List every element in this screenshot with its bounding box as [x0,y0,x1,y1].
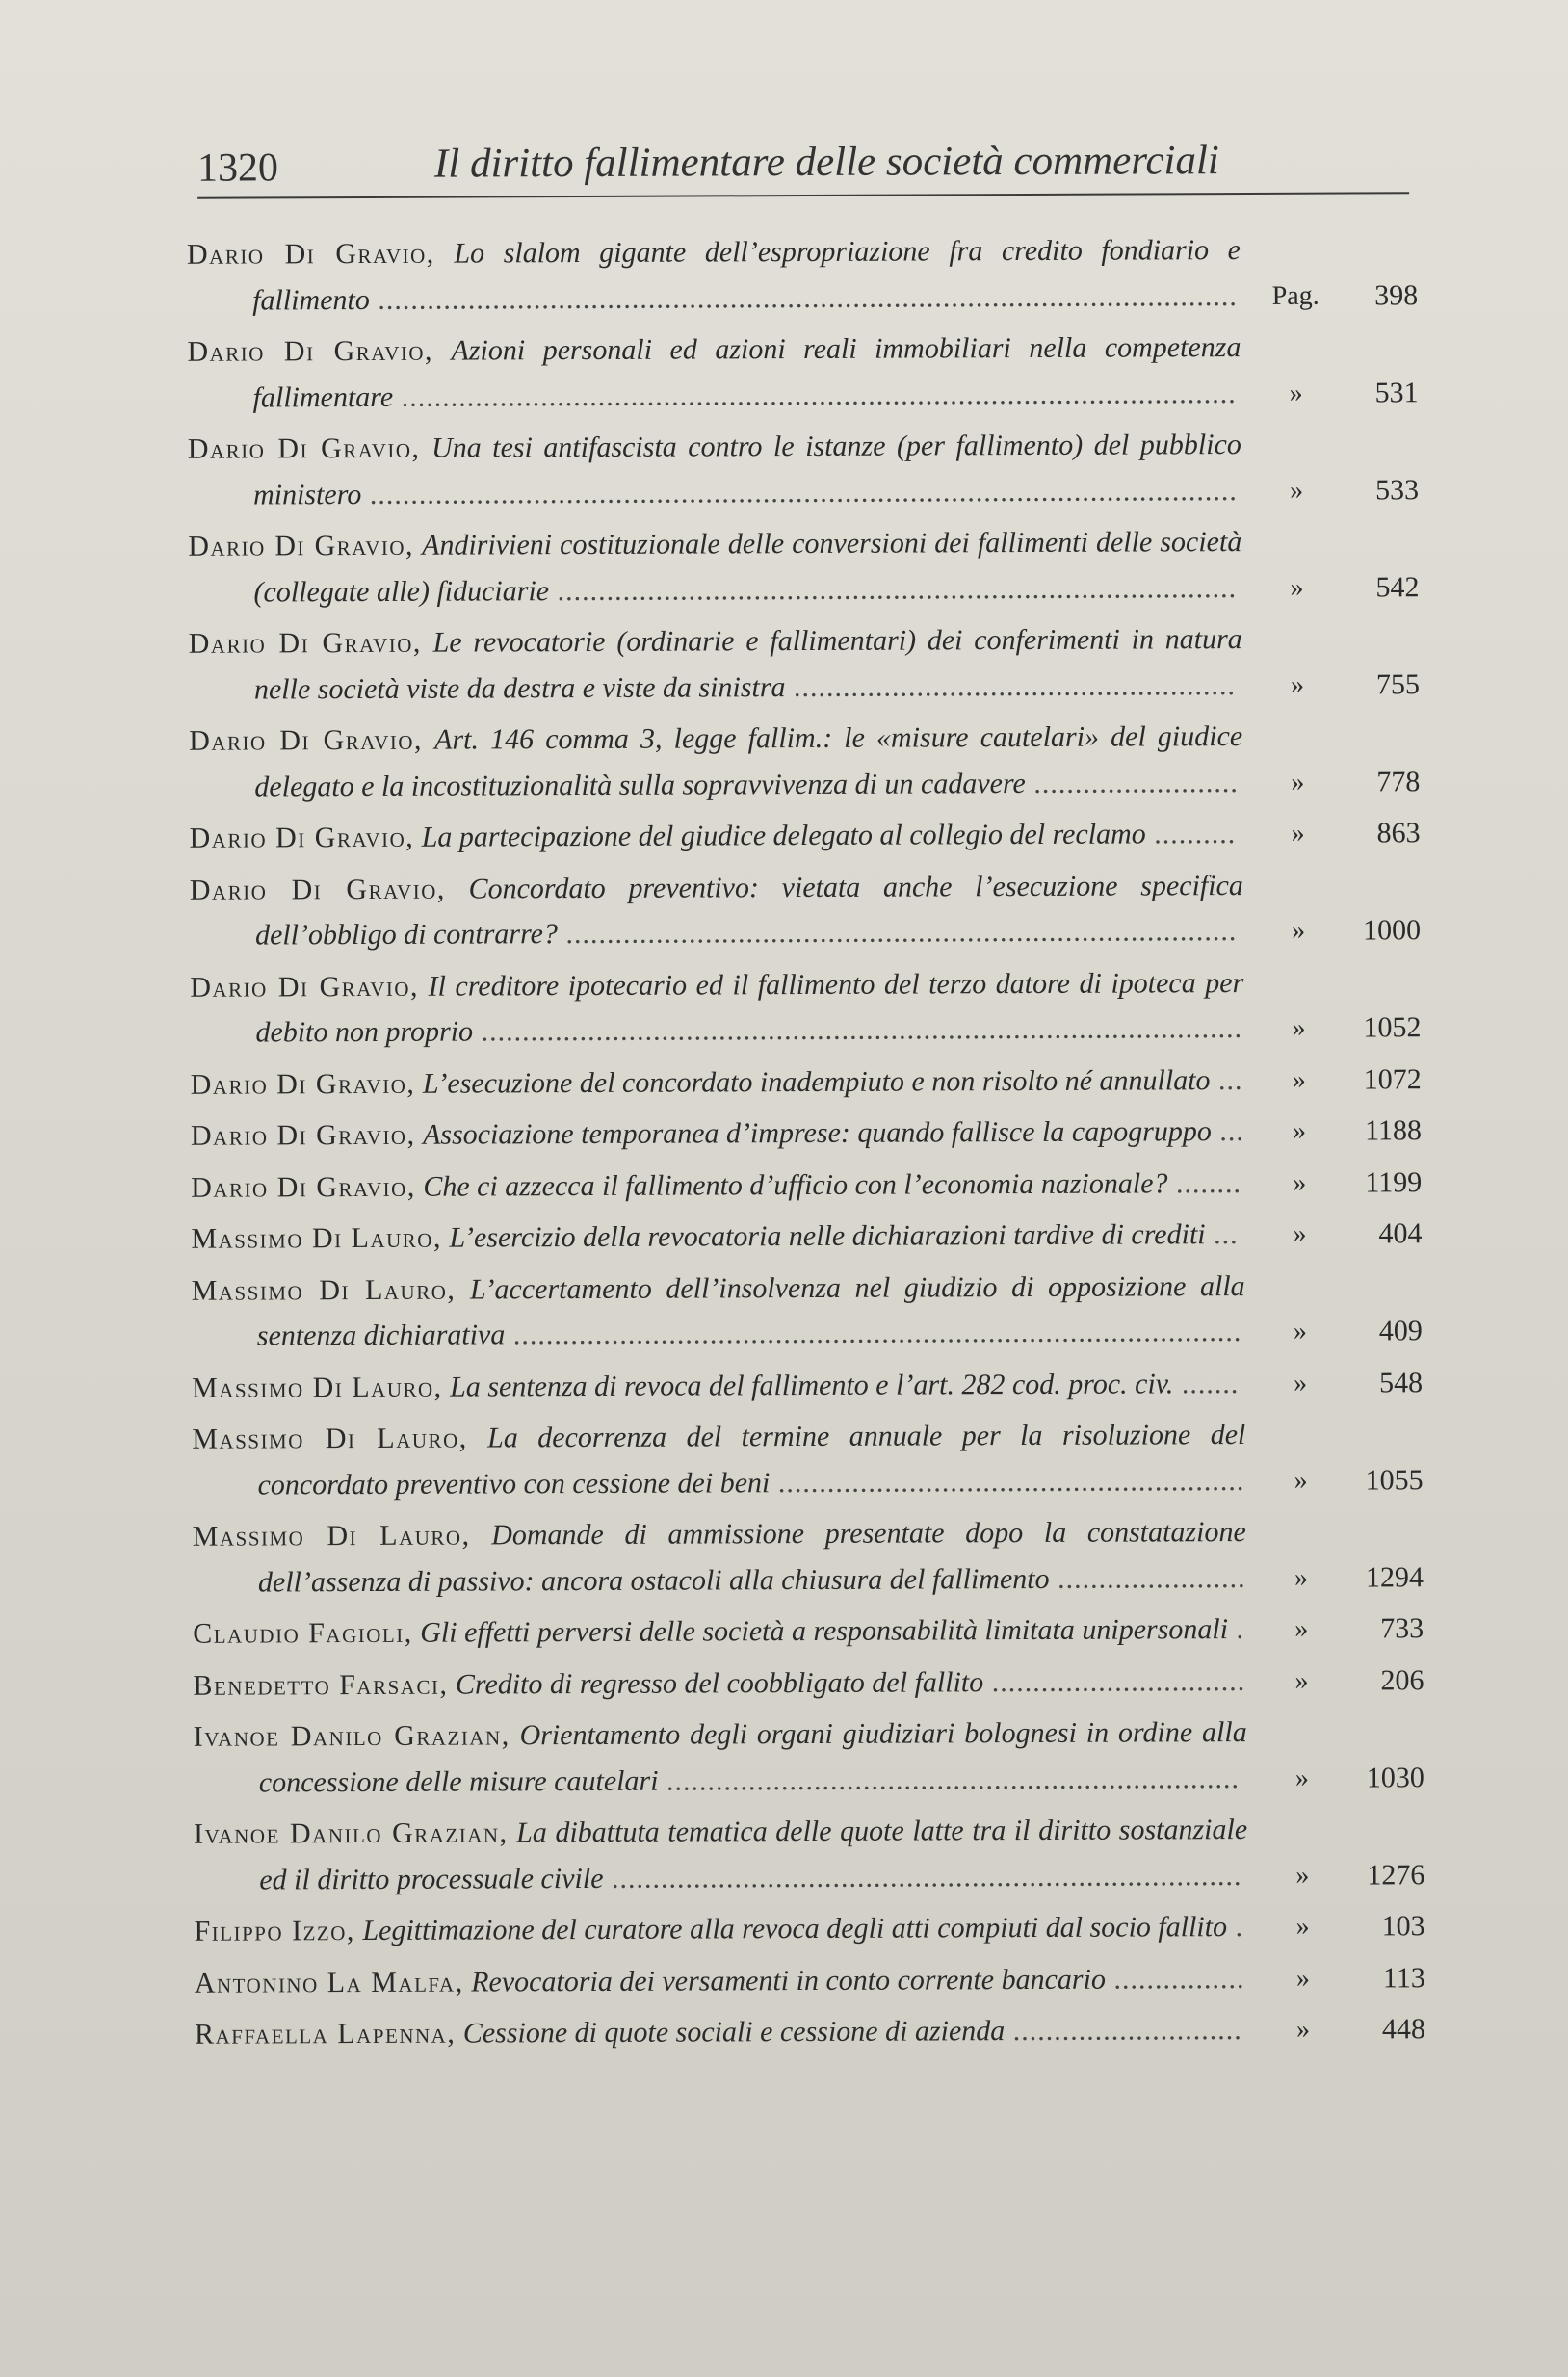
entry-page-number: 1276 [1367,1858,1425,1891]
entry-title: Una tesi antifascista contro le istanze (per fallimento) del pubblico ministero [252,429,1241,510]
entry-title: Lo slalom gigante dell’espropriazione fra credito fondiario e fallimento [252,234,1241,316]
entry-author: Dario Di Gravio, [186,237,435,271]
entry-text [192,1263,1267,1359]
entry-text [195,1955,1269,2005]
entry-page-marker: » [1289,475,1304,506]
dot-leader: ......................... [1025,766,1239,799]
entry-page-marker: » [1294,1562,1309,1593]
toc-entry [187,324,1418,421]
dot-leader: ....................... [1049,1561,1246,1595]
dot-leader: ......................................................................................... [505,1316,1242,1351]
entry-text [191,1212,1266,1262]
entry-title: Revocatoria dei versamenti in conto corrente bancario [471,1963,1106,1998]
entry-page-marker: » [1294,1368,1308,1398]
dot-leader: ............................... [983,1664,1246,1698]
entry-author: Dario Di Gravio, [188,529,415,562]
page-number: 1320 [196,145,279,191]
entry-page-marker: » [1294,1665,1309,1696]
entry-title: L’esecuzione del concordato inadempiuto e non risolto né annullato [422,1063,1211,1100]
entry-page-marker: » [1291,818,1305,849]
entry-page-number: 1188 [1364,1114,1423,1147]
entry-text [191,1160,1266,1210]
entry-title: Legittimazione del curatore alla revoca degli atti compiuti dal socio fallito [362,1911,1228,1947]
entry-text [193,1658,1267,1708]
dot-leader: . [1227,1613,1245,1646]
entry-text [190,862,1265,958]
toc-entry [188,518,1419,615]
entry-page-marker: » [1292,1115,1307,1146]
dot-leader: ... [1205,1218,1239,1251]
entry-author: Massimo Di Lauro, [192,1519,471,1553]
entry-page-marker: » [1295,2014,1311,2045]
entry-text [191,1109,1266,1159]
entry-title: Cessione di quote sociali e cessione di azienda [462,2015,1006,2050]
entry-title: Andirivieni costituzionale delle conversioni dei fallimenti delle società (collegate alle) fiduciarie [253,526,1242,608]
toc-entry [191,1160,1422,1211]
entry-page-number: 206 [1380,1663,1424,1696]
entry-page-number: 778 [1376,765,1421,797]
entry-page-marker: » [1290,669,1304,700]
entry-author: Dario Di Gravio, [187,431,421,465]
entry-page-marker: » [1295,1911,1310,1942]
entry-page-marker: » [1294,1763,1309,1793]
entry-page-marker: » [1289,378,1303,408]
entry-page-number: 1072 [1363,1062,1422,1095]
entry-page-marker: » [1293,1167,1307,1198]
entry-text [187,227,1262,324]
entry-author: Dario Di Gravio, [189,821,415,854]
entry-author: Massimo Di Lauro, [191,1221,443,1255]
entry-text [193,1606,1267,1657]
entry-page-number: 548 [1379,1366,1424,1398]
entry-text [188,519,1263,615]
dot-leader: ... [1210,1063,1243,1096]
toc-entry [190,810,1421,861]
entry-text [187,325,1262,421]
entry-text [194,1904,1268,1954]
toc-entry [190,862,1421,959]
toc-entry [189,615,1420,713]
entry-page-number: 1055 [1365,1463,1424,1496]
entry-text [193,1509,1267,1606]
dot-leader: ......................................................................................................... [369,279,1238,316]
dot-leader: ............................................................................................. [472,1012,1243,1048]
toc-entry [187,226,1418,324]
entry-title: Orientamento degli organi giudiziari bolognesi in ordine alla concessione delle misure cautelari [258,1716,1247,1798]
entry-title: Credito di regresso del coobbligato del fallito [455,1665,984,1701]
entry-page-marker: » [1290,572,1304,603]
entry-page-number: 863 [1376,817,1421,849]
entry-author: Massimo Di Lauro, [191,1273,457,1307]
entry-author: Ivanoe Danilo Grazian, [193,1719,510,1753]
entry-title: Il creditore ipotecario ed il fallimento del terzo datore di ipoteca per debito non proprio [255,966,1244,1049]
entry-title: Le revocatorie (ordinarie e fallimentari) dei conferimenti in natura nelle società viste da destra e viste da sinistra [253,623,1242,705]
entry-title: La sentenza di revoca del fallimento e l’art. 282 cod. proc. civ. [450,1367,1174,1403]
entry-page-marker: » [1293,1218,1307,1249]
dot-leader: ............................................................................. [603,1859,1242,1894]
toc-entry [195,1955,1425,2006]
entry-title: Domande di ammissione presentate dopo la constatazione dell’assenza di passivo: ancora ostacoli alla chiusura del fallimento [257,1516,1246,1598]
toc-entry [191,1057,1422,1108]
entry-title: L’accertamento dell’insolvenza nel giudizio di opposizione alla sentenza dichiarativa [256,1269,1245,1352]
entry-page-marker: » [1294,1613,1309,1644]
toc-entry [195,2006,1425,2057]
entry-text [189,616,1264,713]
entry-title: Gli effetti perversi delle società a responsabilità limitata unipersonali [420,1613,1229,1649]
entry-page-number: 103 [1381,1910,1425,1943]
entry-title: La dibattuta tematica delle quote latte tra il diritto sostanziale ed il diritto processuale civile [259,1814,1248,1895]
dot-leader: .......................................................................................................... [361,474,1238,510]
dot-leader: .................................................................................. [557,915,1238,951]
dot-leader: ...................................................................................................... [393,377,1237,413]
toc-entry [194,1709,1424,1806]
toc-entry [190,959,1421,1057]
entry-author: Benedetto Farsaci, [193,1668,449,1702]
toc-entry [192,1263,1423,1360]
entry-page-number: 409 [1378,1315,1423,1347]
entry-text [194,1710,1268,1806]
entry-page-number: 1052 [1363,1011,1422,1044]
entry-page-marker: Pag. [1271,280,1320,311]
toc-entry [189,713,1420,810]
entry-page-marker: » [1292,1012,1306,1043]
toc-entry [193,1606,1424,1657]
entry-page-marker: » [1295,1963,1310,1994]
entry-text [191,1057,1266,1107]
entry-page-number: 1000 [1362,914,1422,947]
entry-text [192,1412,1267,1508]
entry-title: La partecipazione del giudice delegato al collegio del reclamo [421,818,1146,853]
entry-page-number: 1294 [1365,1560,1424,1593]
entry-page-number: 1030 [1366,1761,1424,1793]
dot-leader: ....... [1173,1367,1240,1399]
toc-entry [192,1360,1423,1411]
entry-page-number: 755 [1375,667,1420,700]
dot-leader: ................................................................................... [548,571,1238,607]
entry-text [190,959,1265,1056]
entry-page-number: 113 [1382,1961,1425,1994]
entry-page-number: 531 [1374,376,1419,408]
entry-page-marker: » [1294,1465,1308,1496]
entry-author: Dario Di Gravio, [191,1170,416,1204]
entry-page-number: 542 [1375,570,1420,603]
entry-text [194,1807,1268,1903]
entry-page-marker: » [1295,1860,1310,1891]
toc-entry [192,1411,1423,1508]
entry-page-marker: » [1292,1064,1306,1095]
dot-leader: . [1226,1911,1244,1944]
toc-entry [188,421,1419,518]
entry-page-number: 733 [1380,1612,1424,1645]
entry-text [188,422,1263,518]
toc-entry [193,1658,1424,1709]
entry-title: La decorrenza del termine annuale per la risoluzione del concordato preventivo con cessione dei beni [257,1419,1246,1501]
entry-author: Dario Di Gravio, [189,723,424,757]
entry-author: Filippo Izzo, [194,1915,355,1947]
entry-title: Concordato preventivo: vietata anche l’esecuzione specifica dell’obbligo di contrarre? [254,869,1243,952]
entry-text [192,1360,1267,1410]
dot-leader: .......... [1145,818,1237,850]
dot-leader: ......................................................... [770,1464,1245,1499]
toc-entry [194,1806,1424,1903]
running-head [197,132,1409,198]
book-title: Il diritto fallimentare delle società commerciali [433,138,1219,187]
entry-page-number: 398 [1374,278,1419,311]
entry-author: Dario Di Gravio, [190,1067,416,1101]
entry-page-number: 533 [1374,473,1420,506]
entry-author: Dario Di Gravio, [187,334,434,368]
dot-leader: ...................................................................... [658,1762,1241,1797]
toc-entry [191,1108,1422,1159]
toc-entry [193,1508,1424,1606]
entry-text [195,2007,1269,2057]
dot-leader: ........ [1167,1166,1242,1199]
entry-page-marker: » [1291,767,1305,797]
dot-leader: ................ [1105,1962,1245,1996]
dot-leader: ............................ [1005,2014,1242,2048]
entry-author: Raffaella Lapenna, [194,2017,457,2050]
entry-author: Dario Di Gravio, [190,970,420,1004]
entry-title: L’esercizio della revocatoria nelle dichiarazioni tardive di crediti [449,1218,1206,1254]
dot-leader: ...................................................... [785,668,1237,703]
entry-text [190,811,1265,861]
entry-author: Dario Di Gravio, [188,626,422,660]
entry-title: Associazione temporanea d’imprese: quando fallisce la capogruppo [422,1115,1212,1151]
entry-title: Che ci azzecca il fallimento d’ufficio con l’economia nazionale? [423,1166,1168,1203]
entry-page-marker: » [1291,915,1306,946]
entry-text [189,714,1264,810]
entry-author: Massimo Di Lauro, [192,1422,468,1455]
entry-page-number: 404 [1378,1217,1423,1250]
entry-author: Massimo Di Lauro, [192,1371,443,1404]
entry-author: Ivanoe Danilo Grazian, [194,1816,509,1850]
toc-entry [191,1211,1422,1262]
entry-title: Art. 146 comma 3, legge fallim.: le «misure cautelari» del giudice delegato e la incostituzionalità sulla sopravvivenza di un cadavere [254,720,1243,802]
entry-page-number: 1199 [1365,1165,1423,1198]
entry-author: Dario Di Gravio, [189,873,446,906]
entry-author: Claudio Fagioli, [193,1616,413,1650]
entry-page-number: 448 [1381,2013,1426,2046]
entry-author: Antonino La Malfa, [194,1966,464,1999]
entry-title: Azioni personali ed azioni reali immobiliari nella competenza fallimentare [252,331,1241,413]
table-of-contents [187,226,1425,2063]
toc-entry [194,1903,1424,1954]
dot-leader: ... [1211,1115,1244,1148]
entry-page-marker: » [1293,1316,1307,1346]
entry-author: Dario Di Gravio, [190,1118,416,1152]
